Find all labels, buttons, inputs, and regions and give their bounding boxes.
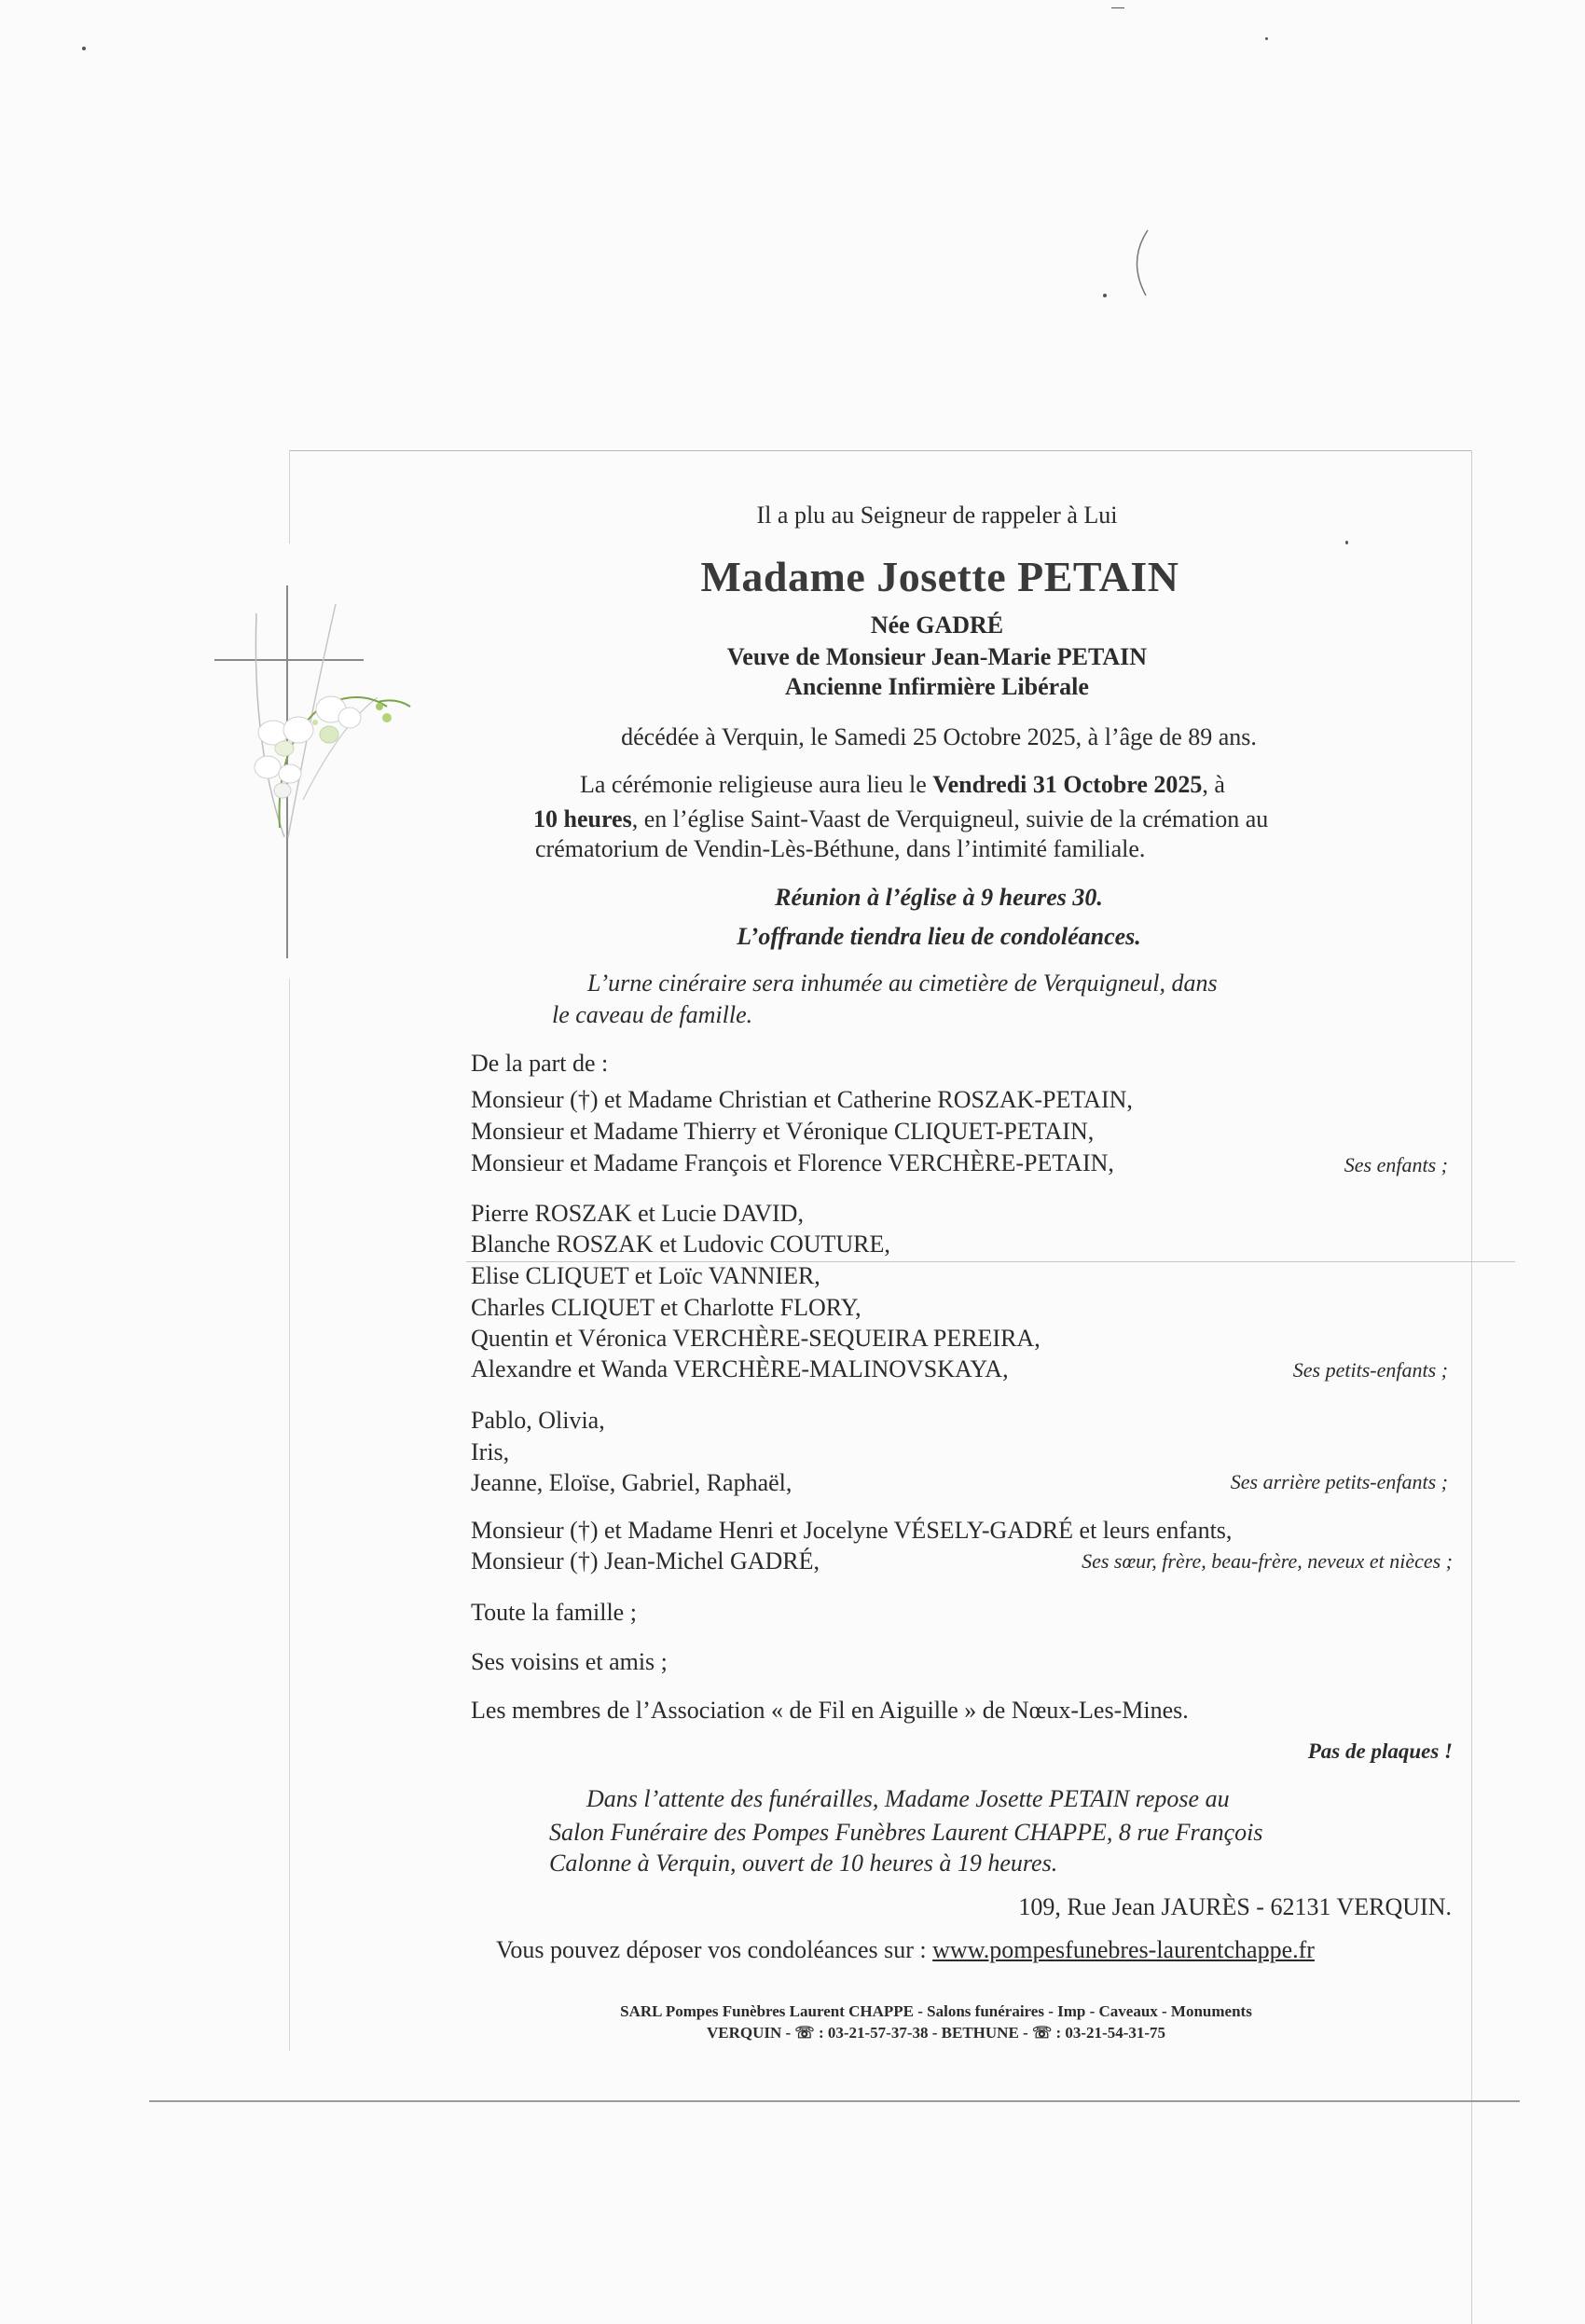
scan-speck	[1111, 7, 1124, 8]
family-member: Monsieur et Madame François et Florence VERCHÈRE-PETAIN,	[471, 1149, 1114, 1176]
intro-line: Il a plu au Seigneur de rappeler à Lui	[756, 502, 1118, 529]
ceremony-line-3: crématorium de Vendin-Lès-Béthune, dans l’intimité familiale.	[535, 835, 1146, 862]
frame-left-rule	[289, 450, 290, 543]
deceased-name: Madame Josette PETAIN	[700, 553, 1179, 600]
footer-phones: VERQUIN - ☏ : 03-21-57-37-38 - BETHUNE - ☏ : 03-21-54-31-75	[706, 2024, 1166, 2042]
urne-line-2: le caveau de famille.	[552, 1001, 753, 1028]
family-intro: De la part de :	[471, 1050, 609, 1077]
frame-top-rule	[289, 450, 1471, 451]
bottom-rule	[149, 2100, 1520, 2102]
urne-line-1: L’urne cinéraire sera inhumée au cimetière de Verquigneul, dans	[587, 969, 1218, 997]
ceremony-text: , en l’église Saint-Vaast de Verquigneul, suivie de la crémation au	[631, 805, 1269, 832]
frame-left-rule-lower	[289, 979, 290, 2051]
family-member: Monsieur et Madame Thierry et Véronique CLIQUET-PETAIN,	[471, 1118, 1095, 1145]
address-line: 109, Rue Jean JAURÈS - 62131 VERQUIN.	[1018, 1893, 1452, 1920]
widow-of: Veuve de Monsieur Jean-Marie PETAIN	[726, 643, 1148, 670]
family-member: Charles CLIQUET et Charlotte FLORY,	[471, 1294, 861, 1321]
footer-company: SARL Pompes Funèbres Laurent CHAPPE - Salons funéraires - Imp - Caveaux - Monuments	[620, 2002, 1252, 2020]
family-member: Pablo, Olivia,	[471, 1407, 605, 1434]
ceremony-date: Vendredi 31 Octobre 2025	[932, 771, 1203, 798]
family-member: Blanche ROSZAK et Ludovic COUTURE,	[471, 1231, 890, 1258]
funeral-home-line-3: Calonne à Verquin, ouvert de 10 heures à 19 heures.	[549, 1850, 1058, 1877]
no-plaques-note: Pas de plaques !	[1307, 1740, 1453, 1763]
role-siblings: Ses sœur, frère, beau-frère, neveux et nièces ;	[1082, 1549, 1453, 1573]
family-member: Iris,	[471, 1438, 510, 1465]
role-great-grandchildren: Ses arrière petits-enfants ;	[1230, 1470, 1448, 1493]
ceremony-line-2	[533, 805, 1268, 833]
family-member: Quentin et Véronica VERCHÈRE-SEQUEIRA PEREIRA,	[471, 1325, 1041, 1352]
ceremony-line-1	[580, 771, 1225, 799]
family-member: Monsieur (†) et Madame Henri et Jocelyne VÉSELY-GADRÉ et leurs enfants,	[471, 1517, 1233, 1544]
family-member: Alexandre et Wanda VERCHÈRE-MALINOVSKAYA,	[471, 1355, 1009, 1382]
family-member: Jeanne, Eloïse, Gabriel, Raphaël,	[471, 1469, 792, 1496]
funeral-home-line-1: Dans l’attente des funérailles, Madame Josette PETAIN repose au	[586, 1785, 1230, 1812]
scan-speck	[1345, 541, 1348, 544]
family-association: Les membres de l’Association « de Fil en Aiguille » de Nœux-Les-Mines.	[471, 1697, 1189, 1724]
ceremony-text: La cérémonie religieuse aura lieu le	[580, 771, 933, 798]
ceremony-time: 10 heures	[533, 805, 632, 832]
scan-speck	[1265, 37, 1268, 40]
role-children: Ses enfants ;	[1344, 1153, 1448, 1176]
condolences-link[interactable]: www.pompesfunebres-laurentchappe.fr	[932, 1936, 1315, 1963]
scan-mark	[1123, 228, 1151, 298]
reunion-note: Réunion à l’église à 9 heures 30.	[775, 884, 1103, 911]
family-member: Monsieur (†) et Madame Christian et Catherine ROSZAK-PETAIN,	[471, 1086, 1133, 1113]
maiden-name: Née GADRÉ	[870, 612, 1004, 639]
family-famille: Toute la famille ;	[471, 1599, 637, 1626]
scan-speck	[1103, 294, 1107, 297]
family-member: Elise CLIQUET et Loïc VANNIER,	[471, 1262, 820, 1289]
family-voisins: Ses voisins et amis ;	[471, 1648, 668, 1675]
profession: Ancienne Infirmière Libérale	[785, 673, 1089, 700]
scan-speck	[82, 47, 86, 50]
ceremony-text: , à	[1202, 771, 1225, 798]
condolences-line	[496, 1936, 1315, 1964]
family-member: Monsieur (†) Jean-Michel GADRÉ,	[471, 1547, 820, 1575]
funeral-home-line-2: Salon Funéraire des Pompes Funèbres Laurent CHAPPE, 8 rue François	[549, 1819, 1263, 1846]
family-member: Pierre ROSZAK et Lucie DAVID,	[471, 1200, 804, 1227]
role-grandchildren: Ses petits-enfants ;	[1292, 1358, 1448, 1382]
death-notice: décédée à Verquin, le Samedi 25 Octobre 2025, à l’âge de 89 ans.	[621, 723, 1257, 750]
condolences-label: Vous pouvez déposer vos condoléances sur :	[496, 1936, 933, 1963]
offrande-note: L’offrande tiendra lieu de condoléances.	[737, 923, 1141, 950]
